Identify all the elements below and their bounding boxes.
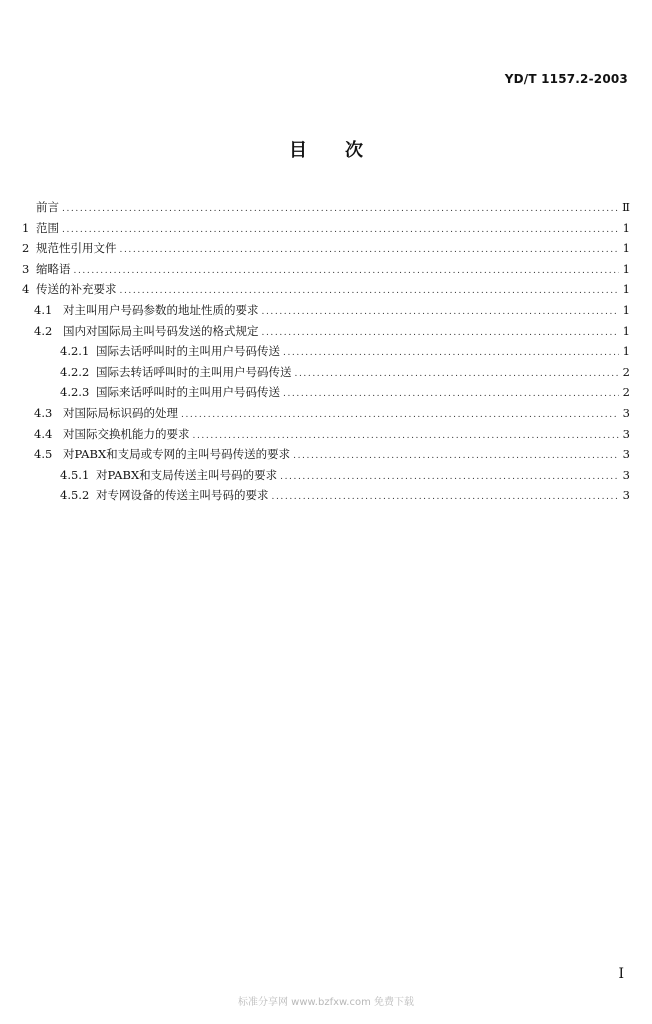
toc-entry[interactable] (22, 343, 630, 364)
toc-entry-number: 2 (22, 241, 30, 256)
toc-dot-leader (283, 389, 619, 399)
toc-dot-leader (193, 431, 620, 441)
toc-entry-page: 3 (622, 488, 630, 503)
toc-dot-leader (62, 204, 619, 214)
toc-entry-page: 2 (622, 385, 630, 400)
toc-dot-leader (181, 410, 619, 420)
toc-entry-title: 国际来话呼叫时的主叫用户号码传送 (96, 385, 280, 400)
toc-entry-page: 1 (622, 220, 630, 235)
toc-entry-page: 1 (622, 261, 630, 276)
page-number: I (618, 966, 624, 982)
toc-entry-number: 4 (22, 282, 30, 297)
toc-entry-page: 3 (622, 467, 630, 482)
standard-number: YD/T 1157.2-2003 (504, 72, 628, 86)
toc-entry[interactable] (22, 261, 630, 282)
toc-entry-number: 1 (22, 220, 30, 235)
toc-entry-number: 4.2.1 (60, 344, 90, 359)
toc-entry[interactable] (22, 199, 630, 220)
toc-entry-number: 4.5 (34, 447, 53, 462)
toc-entry-page: 2 (622, 364, 630, 379)
toc-dot-leader (283, 348, 619, 358)
toc-dot-leader (280, 472, 619, 482)
toc-dot-leader (262, 328, 620, 338)
toc-entry[interactable] (22, 281, 630, 302)
toc-entry[interactable] (22, 467, 630, 488)
watermark: 标准分享网 www.bzfxw.com 免费下载 (238, 997, 414, 1008)
toc-entry-title: 对专网设备的传送主叫号码的要求 (96, 488, 269, 503)
toc-entry-title: 对PABX和支局传送主叫号码的要求 (96, 467, 278, 482)
toc-entry-number: 4.3 (34, 405, 53, 420)
toc-entry-page: 3 (622, 405, 630, 420)
toc-entry-number: 4.4 (34, 426, 53, 441)
toc-entry-number: 4.1 (34, 302, 53, 317)
toc-entry-number: 4.2.2 (60, 364, 90, 379)
toc-entry-number: 4.2 (34, 323, 53, 338)
toc-entry-number: 4.2.3 (60, 385, 90, 400)
toc-dot-leader (272, 492, 620, 502)
toc-entry-title: 前言 (36, 200, 59, 214)
toc-entry-page: Ⅱ (622, 200, 630, 214)
toc-entry-title: 缩略语 (36, 261, 71, 276)
toc-entry-title: 对主叫用户号码参数的地址性质的要求 (63, 302, 259, 317)
toc-entry[interactable] (22, 426, 630, 447)
toc-entry[interactable] (22, 302, 630, 323)
toc-dot-leader (74, 266, 620, 276)
toc-entry[interactable] (22, 220, 630, 241)
toc-entry-page: 1 (622, 282, 630, 297)
toc-entry-title: 范围 (36, 220, 59, 235)
toc-entry[interactable] (22, 240, 630, 261)
toc-entry-page: 1 (622, 323, 630, 338)
toc-entry-page: 1 (622, 302, 630, 317)
toc-entry-title: 对国际局标识码的处理 (63, 405, 178, 420)
toc-entry-title: 对PABX和支局或专网的主叫号码传送的要求 (63, 447, 291, 462)
toc-entry[interactable] (22, 384, 630, 405)
toc-entry-title: 国际去转话呼叫时的主叫用户号码传送 (96, 364, 292, 379)
toc-entry-title: 规范性引用文件 (36, 241, 117, 256)
toc-entry-title: 对国际交换机能力的要求 (63, 426, 190, 441)
toc-dot-leader (262, 307, 620, 317)
toc-entry[interactable] (22, 364, 630, 385)
toc-entry[interactable] (22, 446, 630, 467)
toc-entry[interactable] (22, 487, 630, 508)
toc-entry-title: 国际去话呼叫时的主叫用户号码传送 (96, 344, 280, 359)
toc-dot-leader (293, 451, 619, 461)
toc-entry-number: 3 (22, 261, 30, 276)
toc-entry-page: 1 (622, 241, 630, 256)
toc-entry-page: 3 (622, 426, 630, 441)
toc-entry-page: 1 (622, 344, 630, 359)
page-title: 目次 (289, 140, 401, 161)
toc-entry-title: 国内对国际局主叫号码发送的格式规定 (63, 323, 259, 338)
toc-dot-leader (120, 286, 620, 296)
toc-entry[interactable] (22, 323, 630, 344)
toc-entry-number: 4.5.1 (60, 467, 90, 482)
toc-entry-page: 3 (622, 447, 630, 462)
table-of-contents (22, 199, 630, 508)
toc-dot-leader (295, 369, 620, 379)
toc-entry-number: 4.5.2 (60, 488, 90, 503)
toc-dot-leader (120, 245, 620, 255)
toc-entry[interactable] (22, 405, 630, 426)
toc-dot-leader (62, 225, 619, 235)
toc-entry-title: 传送的补充要求 (36, 282, 117, 297)
